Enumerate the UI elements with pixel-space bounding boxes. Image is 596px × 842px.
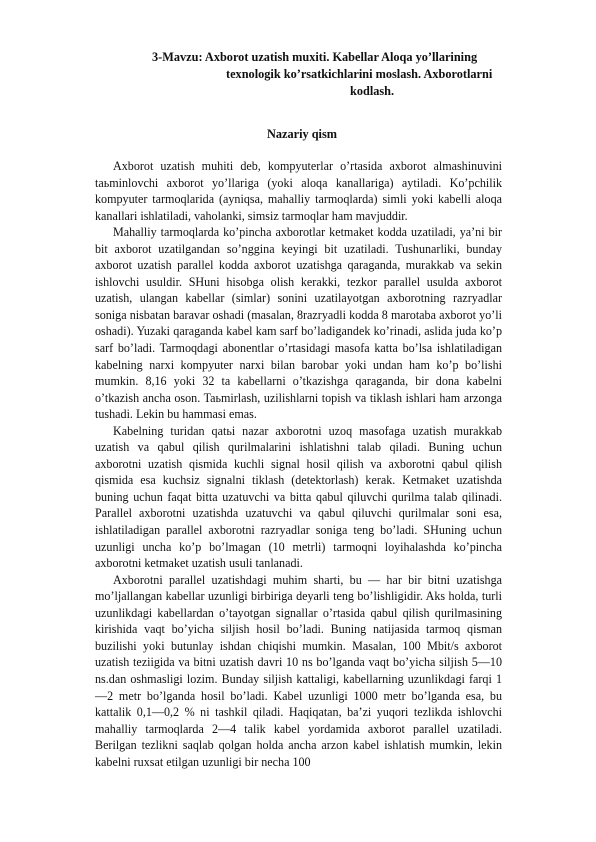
section-heading: Nazariy qism [266,127,338,141]
paragraph: Kabelning turidan qatьi nazar axborotni uzoq masofaga uzatish murakkab uzatish va qabul qilish qurilmalarini ishlatishni talab qiladi. Buning uchun axborotni uzatish qismida kuchli signal hosil qilish va axborotni qabul qilish qismida esa kuchsiz signalni tiklash (detektorlash) kerak. Ketmaket uzatishda buning uchun faqat bitta uzatuvchi va bitta qabul qiluvchi qurilma talab qilinadi. Parallel axborotni uzatishda uzatuvchi va qabul qiluvchi qurilmalar soni esa, ishlatiladigan parallel axborotni razryadlar soniga teng bo’ladi. SHuning uchun uzunligi uncha ko’p bo’lmagan (10 metrli) tarmoqni loyihalashda ko’pincha axborotni ketmaket uzatish usuli tanlanadi. [95,423,502,571]
paragraph: Mahalliy tarmoqlarda ko’pincha axborotlar ketmaket kodda uzatiladi, ya’ni bir bit axborot uzatilgandan so’nggina keyingi bit uzatiladi. Tushunarliki, bunday axborot uzatish parallel kodda axborot uzatishga qaraganda, murakkab va sekin ishlovchi usuldir. SHuni hisobga olish kerakki, tezkor parallel usulda axborot uzatish, ulangan kabellar (simlar) sonini uzatilayotgan axborotning razryadlar soniga nisbatan baravar oshadi (masalan, 8razryadli kodda 8 marotaba axborot yo’li oshadi). Yuzaki qaraganda kabel kam sarf bo’ladigandek ko’rinadi, aslida juda ko’p sarf bo’ladi. Tarmoqdagi abonentlar o’rtasidagi masofa katta bo’lsa ishlatiladigan kabelning narxi kompyuter narxi bilan barobar yoki undan ham ko’p bo’lishi mumkin. 8,16 yoki 32 ta kabellarni o’tkazishga qaraganda, bir dona kabelni o’tkazish ancha oson. Taьmirlash, uzilishlarni topish va tiklash ishlari ham arzonga tushadi. Lekin bu hammasi emas. [95,225,502,422]
paragraph: Axborot uzatish muhiti deb, kompyuterlar o’rtasida axborot almashinuvini taьminlovchi axborot yo’llariga (yoki aloqa kanallariga) aytiladi. Ko’pchilik kompyuter tarmoqlarida (ayniqsa, mahalliy tarmoqlarda) simli yoki kabelli aloqa kanallari ishlatiladi, vaholanki, simsiz tarmoqlar ham mavjuddir. [95,159,502,223]
document-title [80,49,524,100]
title-line-2: texnologik ko’rsatkichlarini moslash. Axborotlarni [226,67,493,81]
paragraph: Axborotni parallel uzatishdagi muhim sharti, bu — har bir bitni uzatishga mo’ljallangan kabellar uzunligi birbiriga deyarli teng bo’lishligidir. Aks holda, turli uzunlikdagi kabellardan o’tayotgan signallar o’rtasida qabul qilish qurilmasining kirishida vaqt bo’yicha siljish hosil bo’ladi. Buning natijasida tarmoq qisman buzilishi yoki butunlay ishdan chiqishi mumkin. Masalan, 100 Mbit/s axborot uzatish teziigida va bitni uzatish davri 10 ns bo’lganda vaqt bo’yicha siljish 5—10 ns.dan oshmasligi lozim. Bunday siljish kattaligi, kabellarning uzunlikdagi farqi 1—2 metr bo’lganda hosil bo’ladi. Kabel uzunligi 1000 metr bo’lganda esa, bu kattalik 0,1—0,2 % ni tashkil qiladi. Haqiqatan, ba’zi yuqori tezlikda ishlovchi mahalliy tarmoqlarda 2—4 talik kabel yordamida axborot parallel uzatiladi. Berilgan tezlikni saqlab qolgan holda ancha arzon kabel ishlatish mumkin, lekin kabelni ruxsat etilgan uzunligi bir necha 100 [95,572,502,769]
document-body [95,158,502,770]
title-line-1: 3-Mavzu: Axborot uzatish muxiti. Kabellar Aloqa yo’llarining [152,50,478,64]
title-line-3: kodlash. [350,84,395,98]
